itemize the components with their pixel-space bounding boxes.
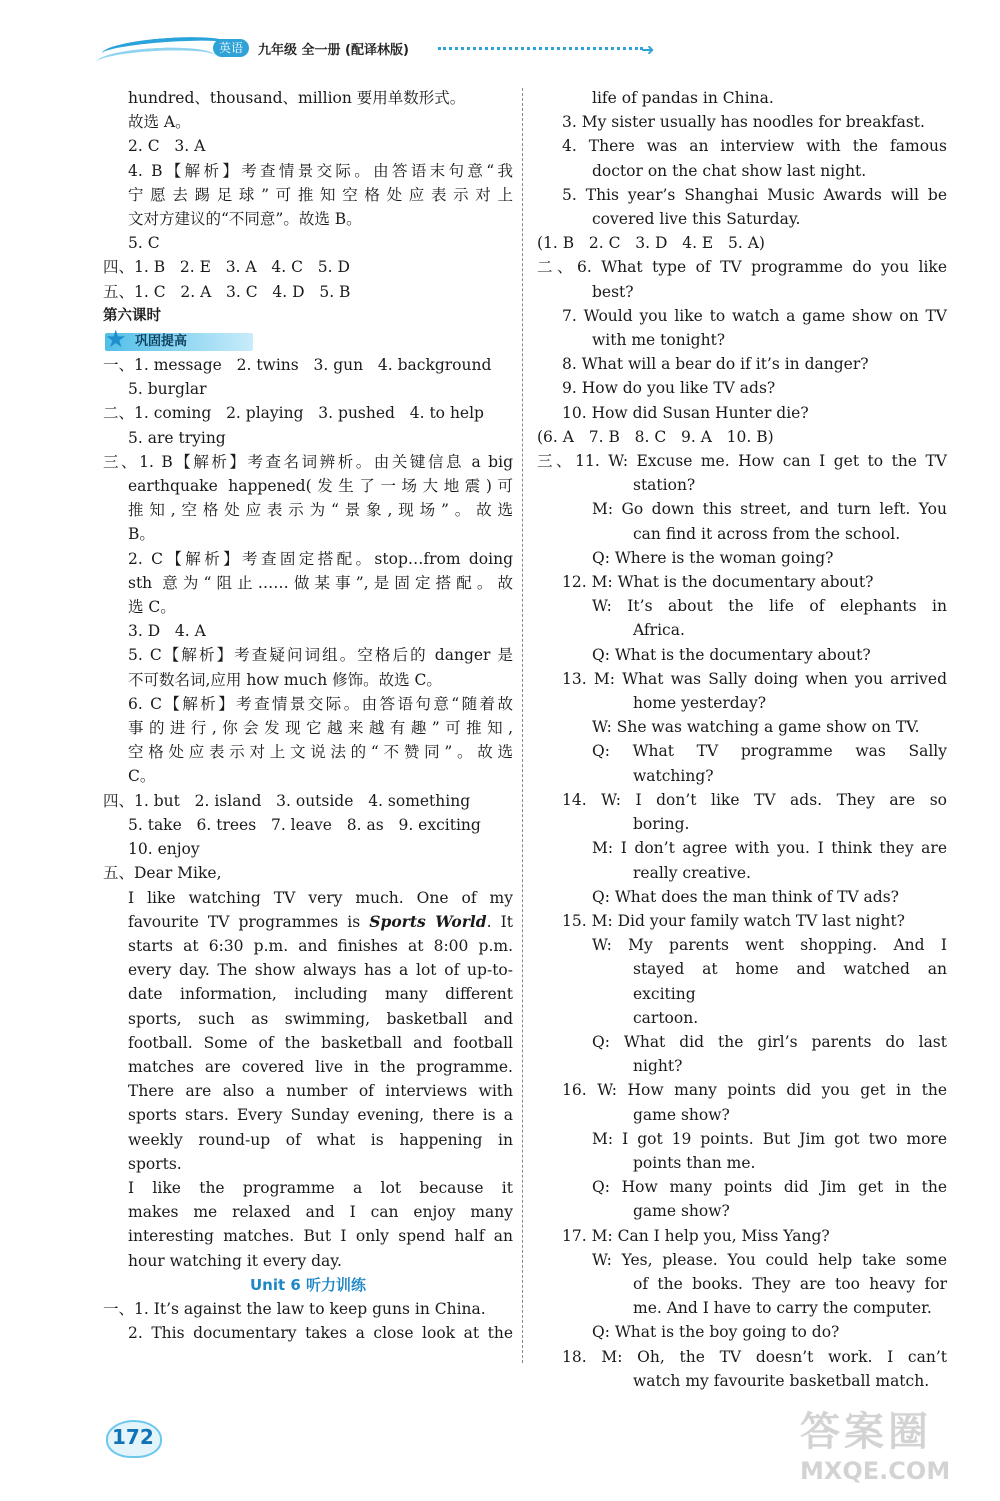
text-line: sth 意为“阻止……做某事”,是固定搭配。故 — [128, 573, 513, 592]
text-line: 选 C。 — [128, 598, 176, 617]
text-line: home yesterday? — [633, 694, 767, 713]
text-line: 2. C【解析】考查固定搭配。stop…from doing — [128, 549, 513, 568]
text-line: Q: What did the girl’s parents do last — [592, 1032, 947, 1051]
text-line: date information, including many different — [128, 985, 513, 1004]
text-line: 5. burglar — [128, 380, 207, 399]
text-line: 四、1. but 2. island 3. outside 4. something — [103, 791, 471, 810]
text-line: (6. A 7. B 8. C 9. A 10. B) — [537, 427, 774, 446]
text-line: Q: How many points did Jim get in the — [592, 1178, 947, 1197]
text-line: watching? — [633, 766, 714, 785]
text-line: 8. What will a bear do if it’s in danger? — [562, 355, 869, 374]
arrow-right-icon: ➜ — [641, 40, 655, 59]
text-line: 7. Would you like to watch a game show on TV — [562, 306, 947, 325]
text-line: best? — [592, 282, 634, 301]
text-line: 三、11. W: Excuse me. How can I get to the TV — [537, 452, 947, 471]
text-line: 3. D 4. A — [128, 622, 206, 641]
text-line: I like watching TV very much. One of my — [128, 888, 513, 907]
text-line: 推知,空格处应表示为“景象,现场”。故选 — [128, 501, 513, 520]
text-line: 一、1. message 2. twins 3. gun 4. background — [103, 356, 492, 375]
text-line: covered live this Saturday. — [592, 210, 801, 229]
text-line: doctor on the chat show last night. — [592, 161, 867, 180]
text-line: sports stars. Every Sunday evening, there is a — [128, 1106, 513, 1125]
text-line: 12. M: What is the documentary about? — [562, 573, 874, 592]
text-line: W: Yes, please. You could help take some — [592, 1250, 947, 1269]
text-line: 五、1. C 2. A 3. C 4. D 5. B — [103, 282, 351, 301]
text-line: football. Some of the basketball and football — [128, 1033, 513, 1052]
text-line: M: I don’t agree with you. I think they are — [592, 839, 947, 858]
text-line: 3. My sister usually has noodles for breakfast. — [562, 113, 925, 132]
text-line: makes me relaxed and I can enjoy many — [128, 1203, 513, 1222]
text-line: weekly round-up of what is happening in — [128, 1130, 513, 1149]
text-line: 5. This year’s Shanghai Music Awards will be — [562, 185, 947, 204]
text-line: 4. B【解析】考查情景交际。由答语末句意“我 — [128, 161, 513, 180]
text-line: boring. — [633, 815, 690, 834]
text-line: 二、1. coming 2. playing 3. pushed 4. to help — [103, 404, 484, 423]
text-line: I like the programme a lot because it — [128, 1178, 513, 1197]
section-banner — [103, 325, 513, 354]
text-line: game show? — [633, 1202, 730, 1221]
text-line: 17. M: Can I help you, Miss Yang? — [562, 1226, 830, 1245]
text-line: (1. B 2. C 3. D 4. E 5. A) — [537, 234, 765, 253]
text-line: Q: Where is the woman going? — [592, 548, 834, 567]
text-line: 18. M: Oh, the TV doesn’t work. I can’t — [562, 1347, 947, 1366]
text-line: 6. C【解析】考查情景交际。由答语句意“随着故 — [128, 694, 513, 713]
unit-title: Unit 6 听力训练 — [249, 1275, 367, 1294]
text-line: sports, such as swimming, basketball and — [128, 1009, 513, 1028]
text-line: Q: What does the man think of TV ads? — [592, 887, 899, 906]
text-line: points than me. — [633, 1153, 756, 1172]
text-line: stayed at home and watched an exciting — [633, 960, 947, 1003]
text-line: every day. The show always has a lot of up-to- — [128, 961, 513, 980]
text-line: 一、1. It’s against the law to keep guns in China. — [103, 1299, 486, 1318]
text-line: W: It’s about the life of elephants in — [592, 597, 947, 616]
text-line: 故选 A。 — [128, 113, 191, 132]
text-line: 10. enjoy — [128, 840, 200, 859]
left-column — [103, 86, 513, 1345]
text-line: 2. C 3. A — [128, 137, 206, 156]
text-line: hour watching it every day. — [128, 1251, 342, 1270]
text-line: M: Go down this street, and turn left. You — [592, 500, 947, 519]
page-header — [96, 30, 696, 70]
subject-badge: 英语 — [213, 39, 249, 57]
text-line: B。 — [128, 525, 155, 544]
text-line: cartoon. — [633, 1008, 699, 1027]
lesson-heading: 第六课时 — [103, 307, 161, 324]
text-line: starts at 6:30 p.m. and finishes at 8:00 p.m. — [128, 936, 513, 955]
text-line: 二、6. What type of TV programme do you like — [537, 258, 947, 277]
section-banner-label: 巩固提高 — [135, 334, 188, 350]
text-line: with me tonight? — [592, 331, 726, 350]
text-line: 15. M: Did your family watch TV last night? — [562, 911, 905, 930]
text-line: 五、Dear Mike, — [103, 864, 222, 883]
text-line: game show? — [633, 1105, 730, 1124]
text-line: hundred、thousand、million 要用单数形式。 — [128, 89, 466, 107]
text-line: 三、1. B【解析】考查名词辨析。由关键信息 a big — [103, 452, 513, 471]
text-line: Africa. — [633, 621, 685, 640]
programme-name: Sports World — [369, 911, 487, 931]
text-line: can find it across from the school. — [633, 524, 901, 543]
right-column — [537, 86, 947, 1393]
text-line: matches are covered live in the programme. — [128, 1057, 513, 1076]
text-line: of the books. They are too heavy for — [633, 1274, 947, 1293]
text-line: 5. C【解析】考查疑问词组。空格后的 danger 是 — [128, 646, 513, 665]
text-line: 文对方建议的“不同意”。故选 B。 — [128, 210, 362, 229]
text-line: 不可数名词,应用 how much 修饰。故选 C。 — [128, 670, 442, 689]
text-line: 5. C — [128, 234, 160, 253]
text-line: W: My parents went shopping. And I — [592, 936, 947, 955]
text-line: C。 — [128, 767, 156, 786]
text-line: 9. How do you like TV ads? — [562, 379, 776, 398]
text-line: watch my favourite basketball match. — [633, 1371, 930, 1390]
text-line: 5. are trying — [128, 428, 226, 447]
text-line: 16. W: How many points did you get in the — [562, 1081, 947, 1100]
column-divider — [522, 88, 523, 1363]
text-line: Q: What TV programme was Sally — [592, 742, 947, 761]
watermark-logo: 答案圈 MXQE.COM — [800, 1409, 951, 1485]
text-line: life of pandas in China. — [592, 89, 774, 107]
text-line: 5. take 6. trees 7. leave 8. as 9. exciting — [128, 815, 481, 834]
header-dotted-line — [438, 47, 643, 50]
text-line: M: I got 19 points. But Jim got two more — [592, 1129, 947, 1148]
page-number: 172 — [112, 1425, 154, 1449]
text-line: night? — [633, 1057, 683, 1076]
text-line: 13. M: What was Sally doing when you arrived — [562, 669, 947, 688]
text-line: me. And I have to carry the computer. — [633, 1299, 932, 1318]
text-line: favourite TV programmes is Sports World. It — [128, 911, 513, 931]
text-line: 空格处应表示对上文说法的“不赞同”。故选 — [128, 743, 513, 762]
text-line: 10. How did Susan Hunter die? — [562, 403, 809, 422]
text-line: sports. — [128, 1154, 182, 1173]
text-line: 四、1. B 2. E 3. A 4. C 5. D — [103, 258, 350, 277]
text-line: interesting matches. But I only spend half an — [128, 1227, 513, 1246]
text-line: 宁愿去踢足球”可推知空格处应表示对上 — [128, 185, 513, 204]
star-icon: ★ — [105, 325, 127, 354]
text-line: earthquake happened(发生了一场大地震)可 — [128, 477, 513, 496]
text-line: 4. There was an interview with the famous — [562, 137, 947, 156]
text-line: Q: What is the boy going to do? — [592, 1323, 840, 1342]
text-line: There are also a number of interviews with — [128, 1082, 513, 1101]
book-title: 九年级 全一册 (配译林版) — [258, 43, 409, 58]
text-line: 2. This documentary takes a close look at the — [128, 1324, 513, 1343]
text-line: really creative. — [633, 863, 751, 882]
text-line: W: She was watching a game show on TV. — [592, 718, 920, 737]
text-line: station? — [633, 476, 696, 495]
text-line: 事的进行,你会发现它越来越有趣”可推知, — [128, 719, 513, 738]
text-line: Q: What is the documentary about? — [592, 645, 871, 664]
text-line: 14. W: I don’t like TV ads. They are so — [562, 790, 947, 809]
page-number-badge — [106, 1420, 166, 1456]
